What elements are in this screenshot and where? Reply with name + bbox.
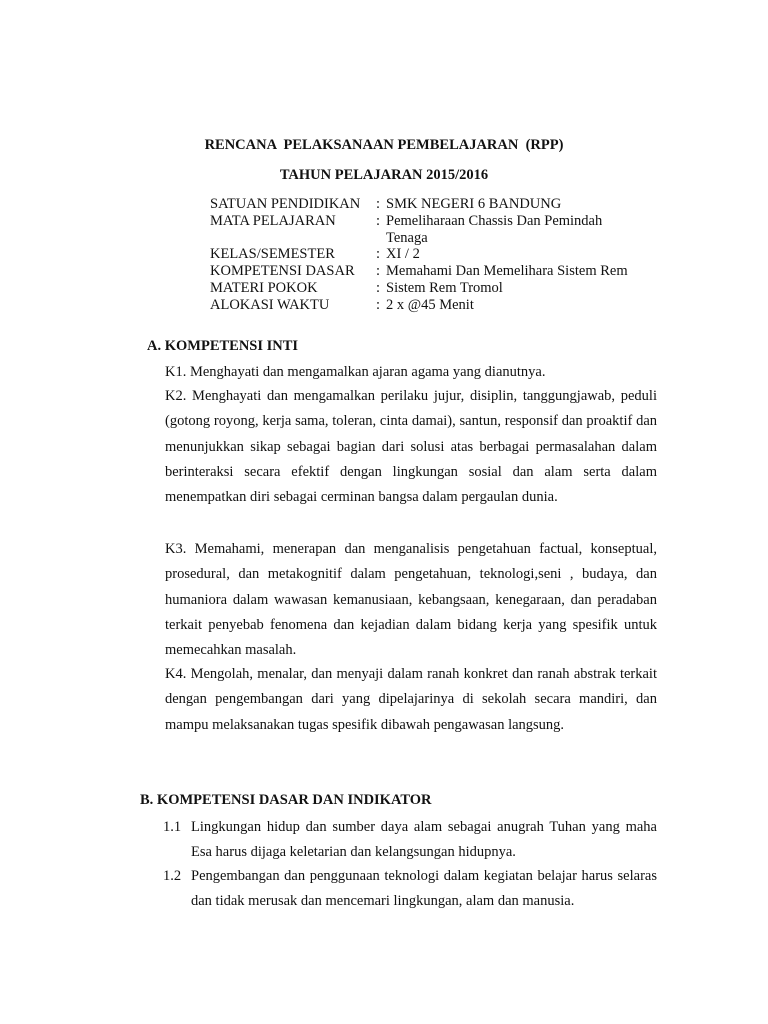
identity-row bbox=[210, 246, 670, 263]
k4-paragraph: K4. Mengolah, menalar, dan menyaji dalam ranah konkret dan ranah abstrak terkait dengan pengembangan dari yang dipelajarinya di sekolah secara mandiri, dan mampu melaksanakan tugas spesifik dibawah pengawasan langsung. bbox=[165, 666, 657, 733]
item-text: Lingkungan hidup dan sumber daya alam sebagai anugrah Tuhan yang maha Esa harus dijaga keletarian dan kelangsungan hidupnya. bbox=[191, 819, 657, 861]
identity-row bbox=[210, 213, 670, 230]
identity-row bbox=[210, 297, 670, 314]
identity-row bbox=[210, 196, 670, 213]
identity-label: MATA PELAJARAN bbox=[210, 213, 336, 229]
identity-label: KOMPETENSI DASAR bbox=[210, 263, 355, 279]
item-number: 1.2 bbox=[163, 868, 182, 884]
k3-paragraph: K3. Memahami, menerapan dan menganalisis pengetahuan factual, konseptual, prosedural, dan metakognitif dalam pengetahuan, teknologi,seni , budaya, dan humaniora dalam wawasan kemanusiaan, kebangsaan, kenegaraan, dan peradaban terkait penyebab fenomena dan kejadian dalam bidang kerja yang spesifik untuk memecahkan masalah. bbox=[165, 541, 657, 659]
identity-colon: : bbox=[376, 297, 381, 313]
identity-colon: : bbox=[376, 196, 381, 212]
section-b-heading: B. KOMPETENSI DASAR DAN INDIKATOR bbox=[140, 792, 432, 808]
identity-label: MATERI POKOK bbox=[210, 280, 318, 296]
identity-value: 2 x @45 Menit bbox=[386, 297, 474, 313]
identity-colon: : bbox=[376, 213, 381, 229]
identity-value: Pemeliharaan Chassis Dan Pemindah bbox=[386, 213, 603, 229]
academic-year-title: TAHUN PELAJARAN 2015/2016 bbox=[279, 167, 489, 183]
identity-colon: : bbox=[376, 280, 381, 296]
identity-label: SATUAN PENDIDIKAN bbox=[210, 196, 361, 212]
identity-colon: : bbox=[376, 263, 381, 279]
identity-value: SMK NEGERI 6 BANDUNG bbox=[386, 196, 562, 212]
k2-paragraph: K2. Menghayati dan mengamalkan perilaku jujur, disiplin, tanggungjawab, peduli (gotong royong, kerja sama, toleran, cinta damai), santun, responsif dan proaktif dan menunjukkan sikap sebagai bagian dari solusi atas berbagai permasalahan dalam berinteraksi secara efektif dengan lingkungan sosial dan alam serta dalam menempatkan diri sebagai cerminan bangsa dalam pergaulan dunia. bbox=[165, 388, 657, 506]
identity-value: Memahami Dan Memelihara Sistem Rem bbox=[386, 263, 628, 279]
identity-row bbox=[210, 230, 670, 247]
identity-row bbox=[210, 263, 670, 280]
identity-row bbox=[210, 280, 670, 297]
identity-colon: : bbox=[376, 246, 381, 262]
identity-value: Tenaga bbox=[386, 230, 428, 246]
item-text: Pengembangan dan penggunaan teknologi dalam kegiatan belajar harus selaras dan tidak merusak dan mencemari lingkungan, alam dan manusia. bbox=[191, 868, 657, 910]
item-number: 1.1 bbox=[163, 819, 182, 835]
identity-label: KELAS/SEMESTER bbox=[210, 246, 335, 262]
identity-value: Sistem Rem Tromol bbox=[386, 280, 503, 296]
identity-value: XI / 2 bbox=[386, 246, 420, 262]
document-title: RENCANA PELAKSANAAN PEMBELAJARAN (RPP) bbox=[204, 137, 564, 153]
identity-label: ALOKASI WAKTU bbox=[210, 297, 330, 313]
section-a-heading: A. KOMPETENSI INTI bbox=[147, 338, 299, 354]
k1-paragraph: K1. Menghayati dan mengamalkan ajaran agama yang dianutnya. bbox=[165, 364, 546, 380]
